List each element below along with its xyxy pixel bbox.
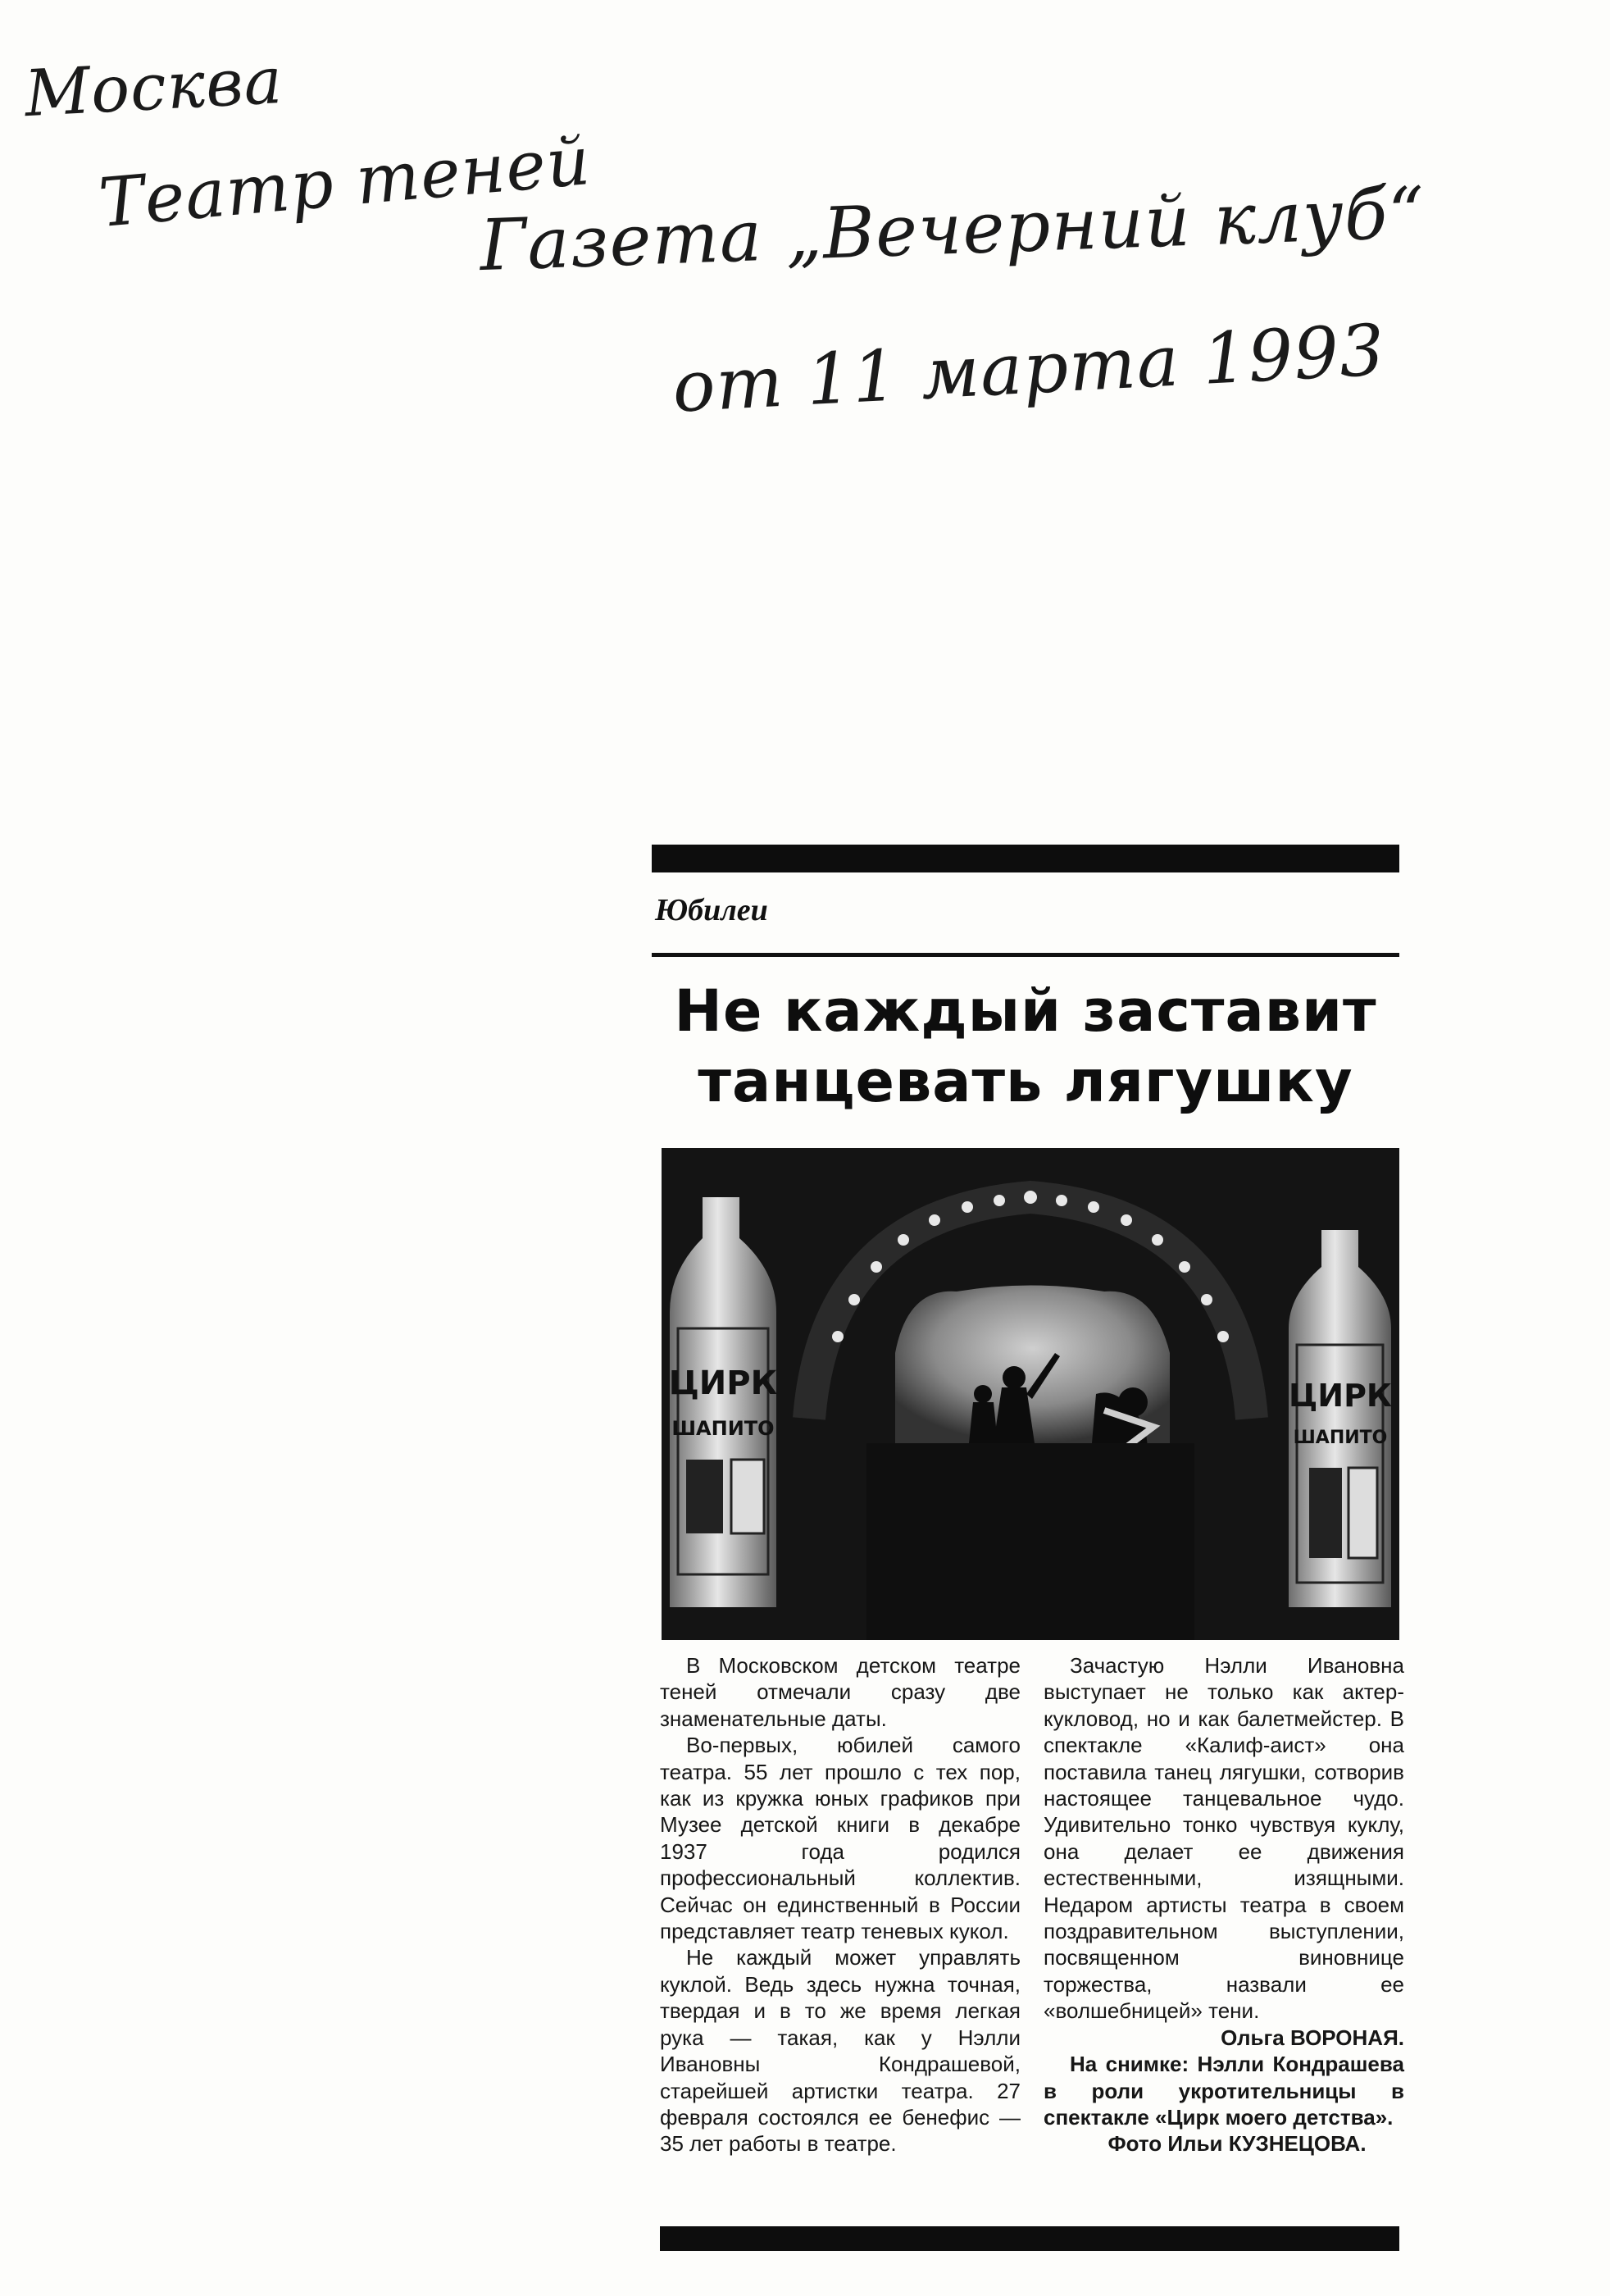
left-bottle-sign-1: ЦИРК [668,1364,778,1402]
handwritten-date-note: от 11 марта 1993 [670,309,1388,429]
stage-floor [866,1443,1194,1640]
bottom-rule [660,2226,1399,2251]
rubric-divider [652,953,1399,957]
right-bottle [1289,1230,1392,1607]
article-paragraph: В Московском детском театре теней отмечали сразу две знаменательные даты. [660,1653,1021,1731]
newspaper-clipping [652,845,1404,2251]
photo-caption: На снимке: Нэлли Кондрашева в роли укротительницы в спектакле «Цирк моего детства». [1044,2052,1404,2130]
rubric-label: Юбилеи [655,893,768,927]
top-rule [652,845,1399,872]
article-column-right [1044,1652,1404,2157]
article-paragraph: Не каждый может управлять куклой. Ведь здесь нужна точная, твердая и в то же время легкая рука — такая, как у Нэлли Ивановны Кондрашевой, старейшей артистки театра. 27 февраля состоялся ее бенефис — 35 лет работы в театре. [660,1945,1021,2157]
right-bottle-sign-2: ШАПИТО [1293,1428,1388,1448]
stage-photo [662,1148,1399,1640]
handwritten-newspaper-note: Газета „Вечерний клуб“ [478,171,1426,288]
article-paragraph: Зачастую Нэлли Ивановна выступает не только как актер-кукловод, но и как балетмейстер. В спектакле «Калиф-аист» она поставила танец лягушки, сотворив настоящее танцевальное чудо. Удивительно тонко чувствуя куклу, она делает ее движения естественными, изящными. Недаром артисты театра в своем поздравительном выступлении, посвященном виновнице торжества, назвали ее «волшебницей» тени. [1044,1653,1404,2024]
photo-credit: Фото Ильи КУЗНЕЦОВА. [1107,2131,1367,2157]
article-paragraph: Во-первых, юбилей самого театра. 55 лет прошло с тех пор, как из кружка юных графиков при Музее детской книги в декабре 1937 года родился профессиональный коллектив. Сейчас он единственный в России представляет театр теневых кукол. [660,1733,1021,1944]
author-signature: Ольга ВОРОНАЯ. [1221,2025,1404,2050]
headline [652,976,1399,1117]
headline-line-2: танцевать лягушку [698,1048,1353,1115]
right-bottle-sign-1: ЦИРК [1289,1378,1392,1414]
article-column-left [660,1652,1021,2157]
handwritten-theatre-note: Театр теней [96,121,594,244]
stage-photo-drawing [662,1148,1399,1640]
headline-line-1: Не каждый заставит [674,977,1377,1045]
handwritten-city-note: Москва [22,43,285,132]
left-bottle-sign-2: ШАПИТО [671,1417,775,1440]
